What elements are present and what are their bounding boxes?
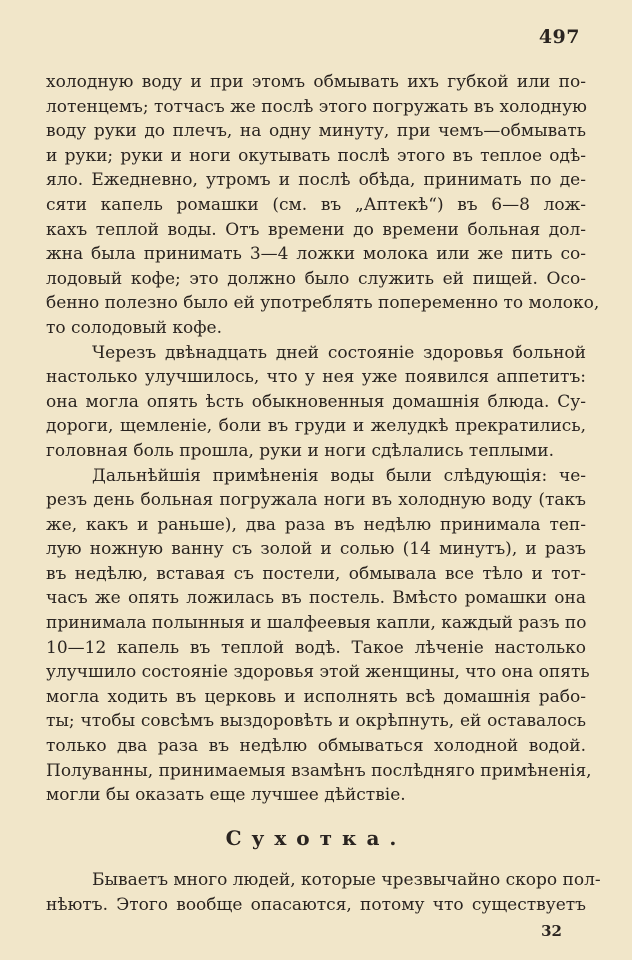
text-line: лотенцемъ; тотчасъ же послѣ этого погружать въ холодную	[46, 96, 587, 117]
text-line: жна была принимать 3—4 ложки молока или же пить со-	[46, 244, 586, 265]
text-line: то солодовый кофе.	[46, 317, 223, 338]
text-line: въ недѣлю, вставая съ постели, обмывала все тѣло и тот-	[46, 563, 586, 584]
text-line: могли бы оказать еще лучшее дѣйствіе.	[46, 785, 406, 806]
text-line: Черезъ двѣнадцать дней состояніе здоровья больной	[92, 342, 586, 363]
text-line: бенно полезно было ей употреблять попеременно то молоко,	[46, 293, 600, 314]
text-line: лодовый кофе; это должно было служить ей пищей. Осо-	[46, 268, 586, 289]
text-line: кахъ теплой воды. Отъ времени до времени больная дол-	[46, 219, 586, 240]
text-line: настолько улучшилось, что у нея уже появился аппетитъ:	[46, 367, 586, 388]
text-line: могла ходить въ церковь и исполнять всѣ домашнія рабо-	[46, 686, 586, 707]
text-line: головная боль прошла, руки и ноги сдѣлались теплыми.	[46, 440, 555, 461]
text-line: воду руки до плечъ, на одну минуту, при чемъ—обмывать	[46, 121, 586, 142]
text-line: принимала полынныя и шалфеевыя капли, каждый разъ по	[46, 613, 587, 634]
text-line: резъ день больная погружала ноги въ холодную воду (такъ	[46, 490, 586, 511]
paragraph-4	[46, 868, 601, 917]
text-line: сяти капель ромашки (см. въ „Аптекѣ“) въ 6—8 лож-	[46, 194, 586, 215]
section-title: Сухотка.	[225, 825, 407, 850]
text-line: часъ же опять ложилась въ постель. Вмѣсто ромашки она	[46, 588, 586, 609]
signature-mark: 32	[541, 922, 562, 940]
paragraph-3	[46, 464, 592, 808]
text-line: улучшило состояніе здоровья этой женщины, что она опять	[46, 662, 590, 683]
text-line: лую ножную ванну съ золой и солью (14 минутъ), и разъ	[46, 539, 586, 560]
text-line: только два раза въ недѣлю обмываться холодной водой.	[46, 736, 586, 757]
text-line: Бываетъ много людей, которые чрезвычайно скоро пол-	[92, 870, 601, 891]
text-line: нѣютъ. Этого вообще опасаются, потому что существуетъ	[46, 895, 586, 915]
text-line: Полуванны, принимаемыя взамѣнъ послѣдняго примѣненія,	[46, 760, 592, 781]
text-line: холодную воду и при этомъ обмывать ихъ губкой или по-	[46, 72, 586, 92]
text-line: яло. Ежедневно, утромъ и послѣ обѣда, принимать по де-	[46, 170, 586, 191]
text-line: 10—12 капель въ теплой водѣ. Такое лѣченіе настолько	[46, 637, 586, 658]
text-line: Дальнѣйшія примѣненія воды были слѣдующія: че-	[92, 465, 586, 486]
paragraph-2	[46, 341, 586, 464]
text-line: ты; чтобы совсѣмъ выздоровѣть и окрѣпнуть, ей оставалось	[46, 711, 586, 732]
page-number: 497	[538, 26, 580, 48]
paragraph-1	[46, 70, 600, 341]
page-text	[46, 70, 601, 918]
text-line: дороги, щемленіе, боли въ груди и желудкѣ прекратились,	[46, 416, 586, 437]
text-line: же, какъ и раньше), два раза въ недѣлю принимала теп-	[46, 514, 586, 535]
text-line: и руки; руки и ноги окутывать послѣ этого въ теплое одѣ-	[46, 145, 586, 166]
text-line: она могла опять ѣсть обыкновенныя домашнія блюда. Су-	[46, 391, 586, 412]
